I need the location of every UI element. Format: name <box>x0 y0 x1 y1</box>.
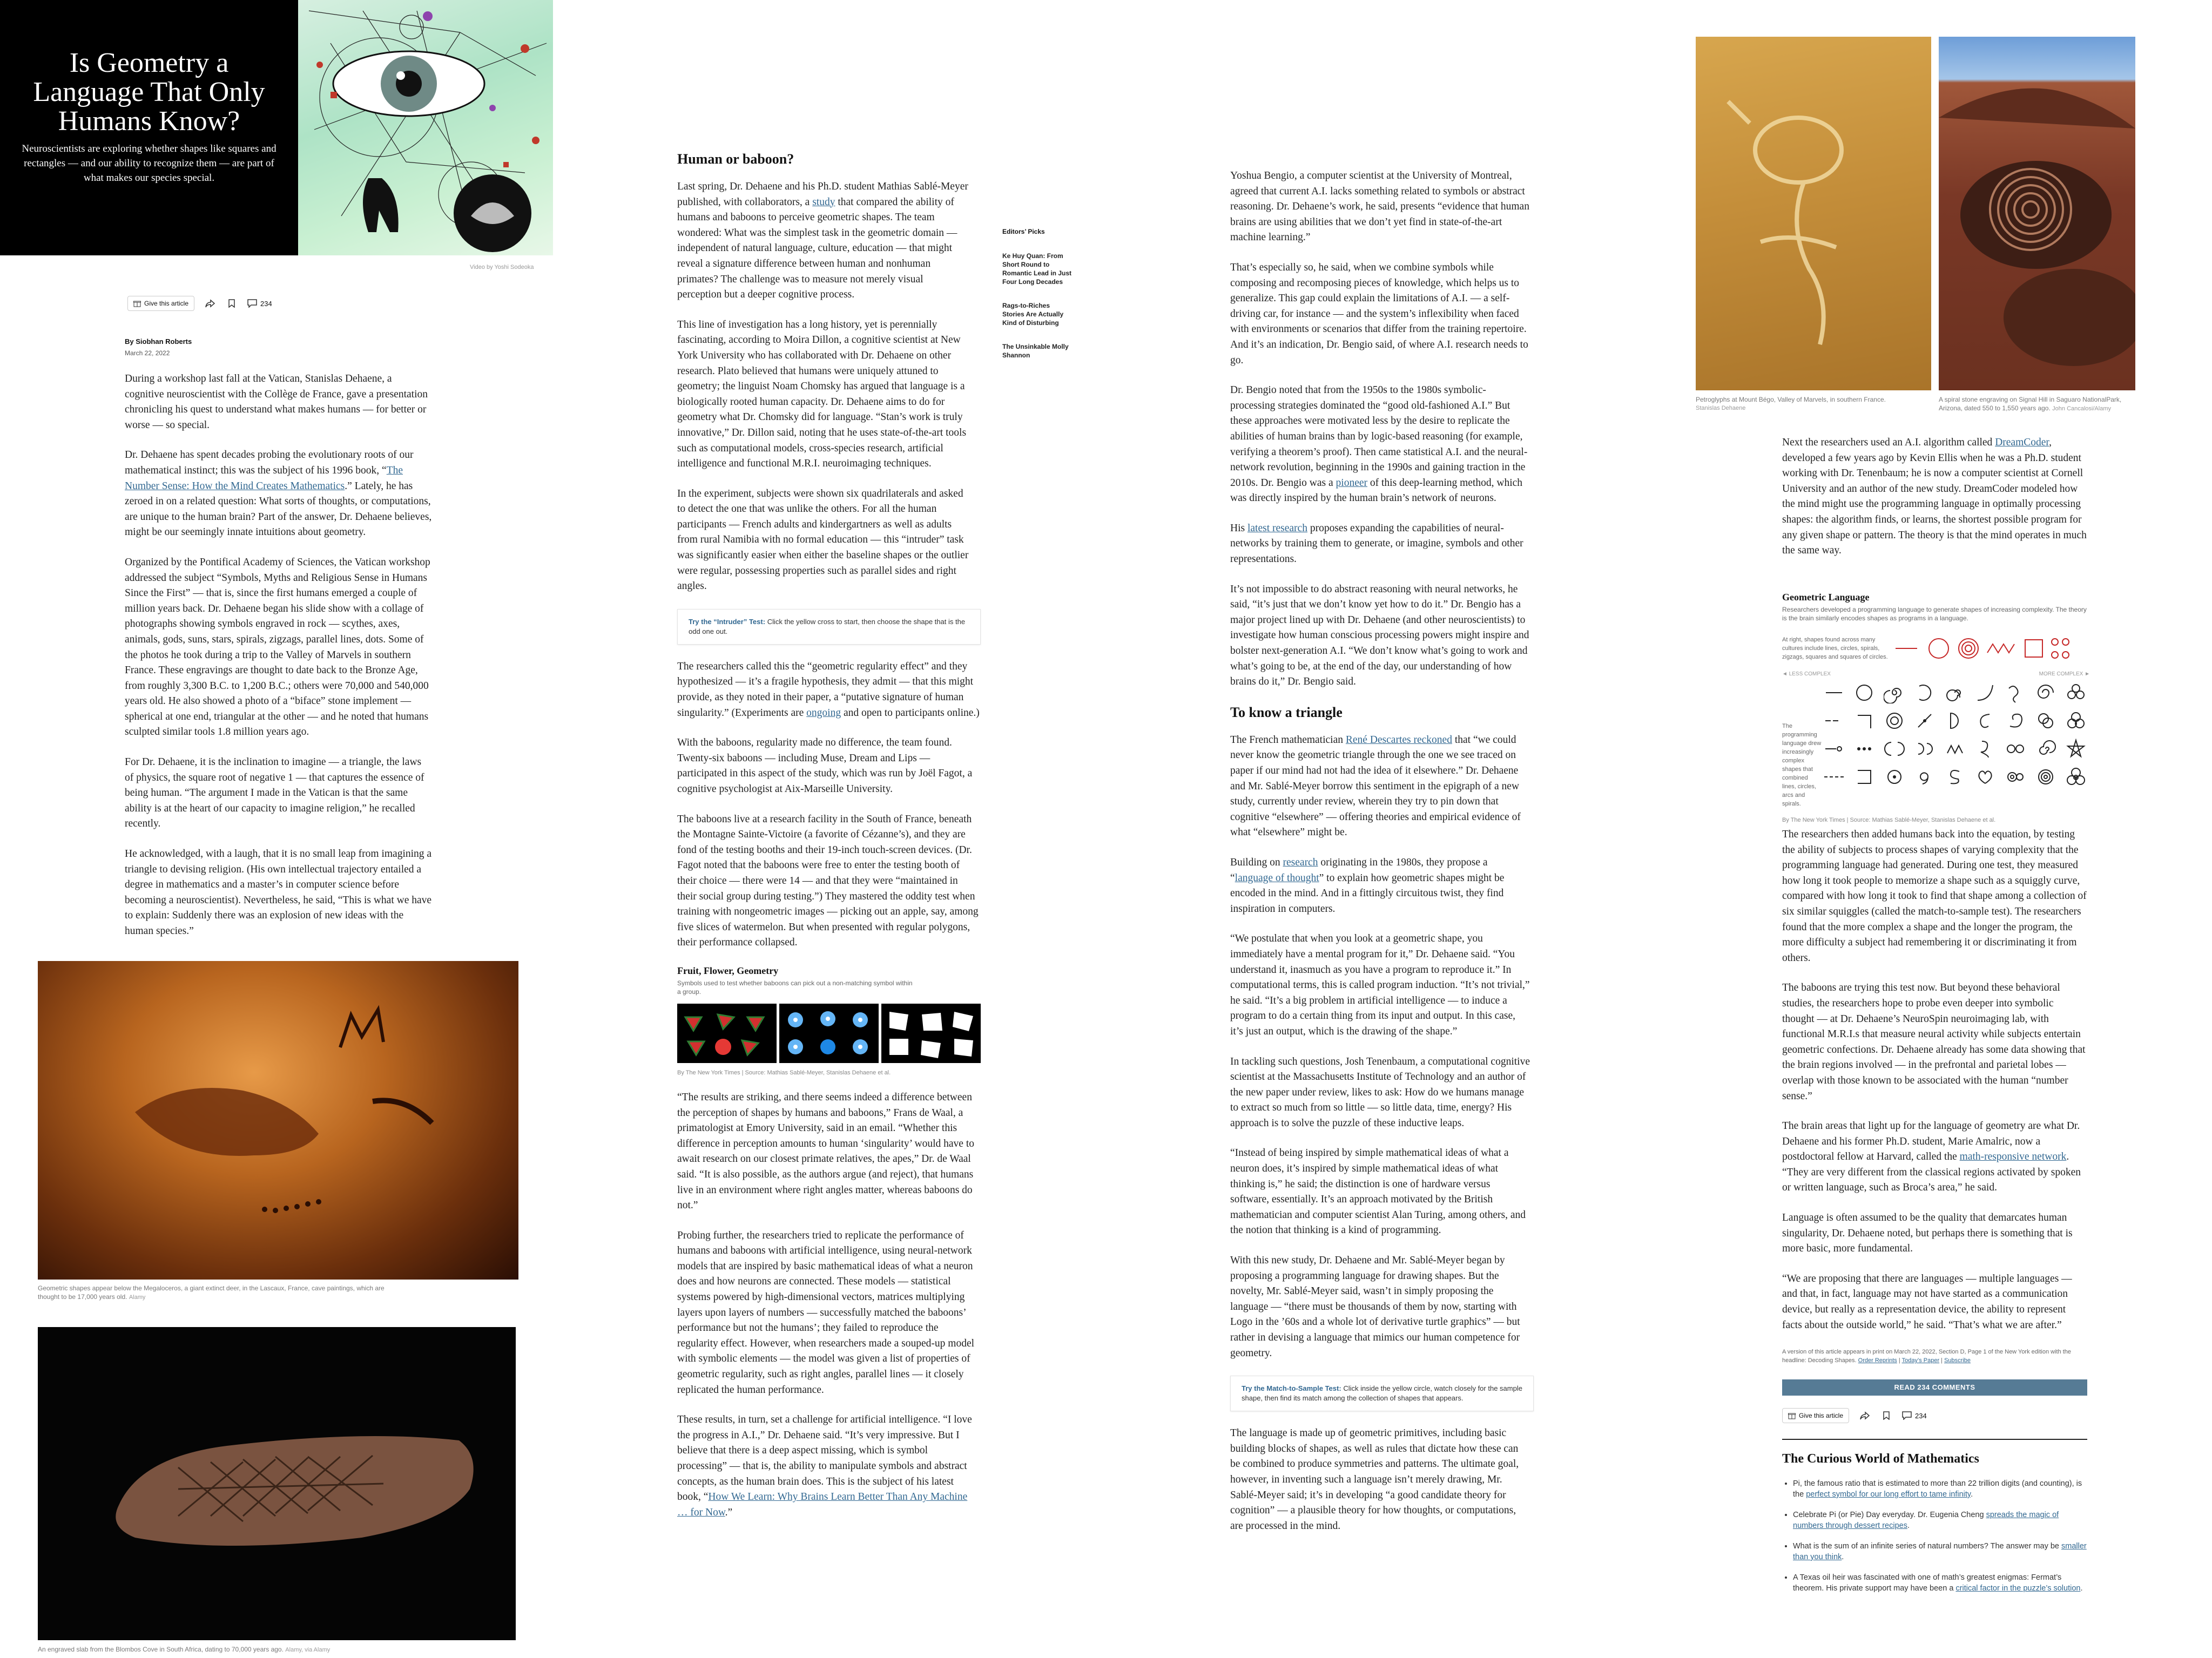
paragraph <box>1782 435 2087 559</box>
more-complex-label: MORE COMPLEX ► <box>2039 671 2090 677</box>
book-link[interactable]: How We Learn: Why Brains Learn Better Than Any Machine … for Now <box>677 1491 968 1518</box>
corner-shape <box>1853 710 1875 732</box>
text: .” Lately, he has zeroed in on a related question: What sorts of thoughts, or computations, are unique to the human brain? Part of the answer, Dr. Dehaene believes, might be our seemingly innate intuitions about geometry. <box>125 480 432 538</box>
quadrilateral-icon <box>881 1004 981 1063</box>
descartes-link[interactable]: René Descartes reckoned <box>1345 734 1452 746</box>
text: Dr. Bengio noted that from the 1950s to the 1980s symbolic-processing strategies dominated the “good old-fashioned A.I.” But these approaches were motivated less by the desire to replicate the abilities of human brains than by logic-based reasoning (for example, verifying a theorem’s proof). Then came statistical A.I. and the neural-network revolution, beginning in the 1990s and gaining traction in the 2010s. Dr. Bengio was a <box>1230 384 1528 489</box>
gift-icon <box>1788 1412 1796 1419</box>
flower-panel <box>779 1004 879 1063</box>
subscribe-link[interactable]: Subscribe <box>1944 1357 1971 1364</box>
todays-paper-link[interactable]: Today’s Paper <box>1901 1357 1940 1364</box>
gift-article-button[interactable] <box>127 296 194 311</box>
related-module <box>1782 1439 2087 1603</box>
spiral-stone-photo <box>1939 37 2135 390</box>
paragraph: It’s not impossible to do abstract reasoning with neural networks, he said, “it’s just that we don’t know yet how to do it.” Dr. Bengio has a major project lined up with Dr. Dehaene (and other neuroscientists) to investigate how human conscious processing powers might inspire and bolster next-generation A.I. “We don’t know what’s going to work and what’s going to be, at the end of the day, our understanding of how brains do it,” Dr. Bengio said. <box>1230 583 1529 688</box>
paragraph: “We are proposing that there are languages — multiple languages — and that, in fact, language may not have started as a communication device, but really as a representation device, the ability to represent facts about the outside world,” he said. “That’s what we are after.” <box>1782 1273 2072 1331</box>
shape-program-grid <box>1823 682 2090 808</box>
text: . <box>1907 1521 1910 1530</box>
list-item <box>1793 1510 2087 1531</box>
text: A Texas oil heir was fascinated with one of math’s greatest enigmas: Fermat’s theorem. His private support may have been a <box>1793 1573 2062 1593</box>
list-item <box>1793 1478 2087 1500</box>
graphic-title: Geometric Language <box>1782 592 1870 603</box>
share-icon <box>1860 1411 1870 1420</box>
language-of-thought-link[interactable]: language of thought <box>1235 872 1319 884</box>
share-button[interactable] <box>204 297 216 309</box>
trefoil-shape <box>2065 710 2087 732</box>
test-label: Try the Match-to-Sample Test: <box>1242 1384 1341 1393</box>
paragraph: Organized by the Pontifical Academy of Sciences, the Vatican workshop addressed the subject “Symbols, Myths and Religious Sense in Humans Since the First” — that is, since the first humans emerged a couple of million years back. Dr. Dehaene began his slide show with a collage of photographs showing symbols engraved in rock — scythes, axes, animals, gods, suns, stars, spirals, zigzags, parallel lines, dots. Some of the photos he took during a trip to the Valley of Marvels in southern France. These engravings are thought to date back to the Bronze Age, from roughly 3,300 B.C. to 1,200 B.C.; others were 70,000 and 540,000 years old. He also showed a photo of a “biface” stone implement — spherical at one end, triangular at the other — and he noted that humans sculpted similar tools 1.8 million years ago. <box>125 556 430 738</box>
paragraph <box>1230 521 1530 567</box>
s-shape <box>1944 766 1966 788</box>
petroglyph-photo <box>1696 37 1931 390</box>
text: .” <box>725 1506 733 1518</box>
text: proposes expanding the capabilities of neural-networks by training them to generate, or imagine, symbols and other representations. <box>1230 522 1523 565</box>
caption-text: A spiral stone engraving on Signal Hill in Saguaro NationalPark, Arizona, dated 550 to 1,550 years ago. <box>1939 396 2122 412</box>
share-button[interactable] <box>1859 1410 1871 1422</box>
text: ” to explain how geometric shapes might be encoded in the mind. And in a fittingly circuitous twist, they find inspiration in computers. <box>1230 872 1505 915</box>
text: A version of this article appears in print on March 22, 2022, Section D, Page 1 of the New York edition with the headline: Decoding Shapes. <box>1782 1349 2072 1364</box>
text: Next the researchers used an A.I. algorithm called <box>1782 437 1995 448</box>
text: His <box>1230 522 1247 534</box>
paragraph: “We postulate that when you look at a geometric shape, you immediately have a mental program for it,” Dr. Dehaene said. “You understand it, inasmuch as you have a program to reproduce it.” In computational terms, this is called program induction. “It’s not trivial,” he said. “It’s a big problem in artificial intelligence — to induce a program to do a certain thing from its input and output. In this case, it’s just an output, which is the drawing of the shape.” <box>1230 933 1530 1037</box>
graphic-credit: By The New York Times | Source: Mathias Sablé-Meyer, Stanislas Dehaene et al. <box>677 1069 891 1076</box>
nine-shape <box>1914 766 1936 788</box>
pioneer-link[interactable]: pioneer <box>1336 477 1368 489</box>
spiral-shape <box>1944 682 1966 703</box>
ongoing-link[interactable]: ongoing <box>806 707 841 719</box>
share-icon <box>205 299 215 308</box>
text: . <box>1971 1490 1973 1499</box>
line-shape <box>1823 682 1845 703</box>
section-heading: To know a triangle <box>1230 704 1343 720</box>
dashed-line-shape <box>1823 766 1845 788</box>
concentric-shape <box>1884 710 1905 732</box>
arcs-shape <box>1884 738 1905 760</box>
separator: | <box>1897 1357 1902 1364</box>
geometric-language-graphic <box>1782 592 2090 824</box>
gift-label: Give this article <box>1799 1412 1844 1419</box>
paragraph <box>677 1412 980 1520</box>
module-title: The Curious World of Mathematics <box>1782 1452 1979 1466</box>
dateline: March 22, 2022 <box>125 349 170 357</box>
hero-title-panel <box>0 0 298 255</box>
complexity-axis <box>1782 670 2090 679</box>
paragraph <box>1782 1119 2087 1196</box>
cave-painting-photo <box>38 961 518 1280</box>
dash-shape <box>1823 710 1845 732</box>
research-link[interactable]: research <box>1283 856 1318 868</box>
cultural-shapes <box>1890 632 2085 665</box>
spiral-shape <box>2035 738 2056 760</box>
share-toolbar <box>127 296 272 311</box>
paragraph: With this new study, Dr. Dehaene and Mr. Sablé-Meyer began by proposing a programming language for drawing shapes. But the novelty, Mr. Sablé-Meyer said, wasn’t in simply proposing the language — “there must be thousands of them by now, starting with Logo in the ’60s and a whole lot of derivative turtle graphics” — but rather in devising a language that mimics our human competence for geometry. <box>1230 1255 1520 1359</box>
graphic-subtitle: Symbols used to test whether baboons can pick out a non-matching symbol within a group. <box>677 979 913 996</box>
curl-shape <box>1974 738 1996 760</box>
test-label: Try the “Intruder” Test: <box>689 617 766 626</box>
related-link[interactable]: critical factor in the puzzle’s solution <box>1955 1584 2081 1593</box>
column-4 <box>1782 435 2087 573</box>
flower-shape <box>2065 682 2087 703</box>
text: originating in the 1980s, they propose a “ <box>1230 856 1488 884</box>
text: . <box>1842 1553 1844 1561</box>
paragraph: “Instead of being inspired by simple mathematical ideas of what a neuron does, it’s inspired by simple mathematical ideas of what thinking is,” he said; the distinction is one of hardware versus software, essentially. It’s an approach motivated by the British mathematician and computer scientist Alan Turing, among others, and the notion that thinking is a kind of programming. <box>1230 1147 1526 1236</box>
graphic-title: Fruit, Flower, Geometry <box>677 965 779 976</box>
save-button[interactable] <box>226 297 238 309</box>
bookmark-icon <box>1883 1411 1890 1420</box>
paragraph <box>125 448 433 540</box>
graphic-credit: By The New York Times | Source: Mathias Sablé-Meyer, Stanislas Dehaene et al. <box>1782 817 1996 823</box>
photo-credit: John Cancalosi/Alamy <box>2052 405 2111 412</box>
paragraph: The researchers then added humans back into the equation, by testing the ability of subjects to process shapes of varying complexity that the programming language had generated. During one test, they measured how long it took people to memorize a shape such as a squiggly curve, compared with how long it took to find that shape among a collection of six similar squiggles (called the match-to-sample test). The researchers found that the more complex a shape and the longer the program, the more difficulty a subject had remembering it or discriminating it from others. <box>1782 829 2087 964</box>
star-knot-shape <box>2065 738 2087 760</box>
separator: | <box>1939 1357 1945 1364</box>
text: that “we could never know the geometric triangle through the one we see traced on paper if our mind had not had the idea of it elsewhere.” Dr. Dehaene and Mr. Sablé-Meyer borrow this sentiment in the epigraph of a new study, currently under review, wherein they try to pin down that cognitive “elsewhere” — offering theories and empirical evidence of what “elsewhere” might be. <box>1230 734 1521 838</box>
save-button[interactable] <box>1880 1410 1892 1422</box>
eye-illustration <box>298 0 553 255</box>
paragraph: The baboons live at a research facility in the South of France, beneath the Montagne Sainte-Victoire (a favorite of Cézanne’s), and they are fond of the testing booths and their 19-inch touch-screen devices. (Dr. Fagot noted that the baboons were free to enter the testing booth of their choice — there were 14 — and that they were “maintained in their social group during testing.”) They mastered the oddity test when training with nongeometric images — picking out an apple, say, among five slices of watermelon. But when presented with regular polygons, their performance collapsed. <box>677 813 979 949</box>
slash-shape <box>1914 710 1936 732</box>
editors-picks <box>1002 228 1073 375</box>
text: Dr. Dehaene has spent decades probing the evolutionary roots of our mathematical instinct; this was the subject of his 1996 book, “ <box>125 449 414 476</box>
gift-label: Give this article <box>144 300 189 307</box>
editors-pick-item[interactable]: Ke Huy Quan: From Short Round to Romantic Lead in Just Four Long Decades <box>1002 252 1072 286</box>
related-list <box>1782 1478 2087 1594</box>
read-comments-button[interactable]: READ 234 COMMENTS <box>1782 1379 2087 1396</box>
hero <box>0 0 553 255</box>
column-2 <box>677 151 980 1535</box>
zigzag-shape <box>1944 738 1966 760</box>
text: . <box>2080 1584 2083 1593</box>
flower-icon <box>779 1004 879 1063</box>
related-link[interactable]: perfect symbol for our long effort to tame infinity <box>1806 1490 1971 1499</box>
editors-pick-item[interactable]: The Unsinkable Molly Shannon <box>1002 343 1069 359</box>
test-instructions: Click the yellow cross to start, then choose the shape that is the odd one out. <box>689 617 966 635</box>
photo-credit: Alamy <box>129 1294 146 1301</box>
paragraph: Yoshua Bengio, a computer scientist at the University of Montreal, agreed that current A.I. lacks something related to symbols or abstract reasoning. Dr. Dehaene’s work, he said, presents “evidence that human brains are using abilities that we don’t yet find in state-of-the-art machine learning.” <box>1230 170 1529 243</box>
column-3 <box>1230 168 1530 1548</box>
paragraph: In tackling such questions, Josh Tenenbaum, a computational cognitive scientist at the Massachusetts Institute of Technology and an author of the new paper under review, likes to ask: How do we humans manage to extract so much from so little — so little data, time, energy? His approach is to solve the puzzle of these inductive leaps. <box>1230 1055 1530 1129</box>
flower-knot-shape <box>2065 766 2087 788</box>
dreamcoder-link[interactable]: DreamCoder <box>1995 437 2049 448</box>
half-circle-shape <box>1944 710 1966 732</box>
summary: Neuroscientists are exploring whether shapes like squares and rectangles — and our ability to recognize them — are part of what makes our species special. <box>22 143 276 184</box>
comments-button[interactable] <box>247 299 272 308</box>
figure-caption <box>38 1284 394 1302</box>
text: of this deep-learning method, which was directly inspired by the human brain’s network of neurons. <box>1230 477 1523 504</box>
text: that compared the ability of humans and baboons to perceive geometric shapes. The team wondered: What was the simplest task in the geometric domain — independent of natural language, culture, education — that might reveal a signature difference between human and nonhuman primates? The challenge was to measure not merely visual perception but a deeper cognitive process. <box>677 196 957 301</box>
square-shape <box>1853 766 1875 788</box>
engraved-slab <box>38 1327 516 1640</box>
squiggle-shape <box>2005 682 2026 703</box>
paragraph: That’s especially so, he said, when we combine symbols while composing and recomposing pieces of knowledge, which helps us to generalize. This gap could explain the limitations of A.I. — a self-driving car, for instance — and the system’s inflexibility when faced with environments or scenarios that differ from the training repertoire. And it’s an indication, Dr. Bengio said, of where A.I. research needs to go. <box>1230 261 1528 366</box>
photo-caption <box>1696 395 1933 412</box>
watermelon-icon <box>677 1004 777 1063</box>
paragraph: During a workshop last fall at the Vatican, Stanislas Dehaene, a cognitive neuroscientist with the Collège de France, gave a presentation chronicling his quest to understand what makes humans — for better or worse — so special. <box>125 373 428 431</box>
list-item <box>1793 1572 2087 1594</box>
dot-line-shape <box>1823 738 1845 760</box>
watermelon-panel <box>677 1004 777 1063</box>
comment-icon <box>247 299 257 308</box>
paragraph <box>677 659 980 721</box>
circle-shape <box>1853 682 1875 703</box>
hook-shape <box>1974 710 1996 732</box>
text: . “They are very different from the classical regions activated by spoken or written language, such as Broca’s area,” he said. <box>1782 1151 2081 1194</box>
symbol-panels <box>677 1004 981 1063</box>
paragraph: The language is made up of geometric primitives, including basic building blocks of shapes, as well as rules that dictate how these can be combined to produce symmetries and patterns. The ultimate goal, however, in inventing such a language isn’t merely drawing, Mr. Sablé-Meyer said; it’s in developing “a good candidate theory for cognition” — a plausible theory for how thoughts, or computations, are processed in the mind. <box>1230 1427 1519 1532</box>
byline: By Siobhan Roberts <box>125 337 192 346</box>
comment-icon <box>1902 1411 1912 1420</box>
paragraph <box>677 179 969 303</box>
test-instructions: Click inside the yellow circle, watch closely for the sample shape, then find its match among the collection of shapes that appears. <box>1242 1384 1522 1403</box>
paragraph <box>1230 383 1530 506</box>
knot-shape <box>2035 710 2056 732</box>
photo-caption <box>1939 395 2139 413</box>
column-4-continued <box>1782 827 2087 1348</box>
text: Last spring, Dr. Dehaene and his Ph.D. student Mathias Sablé-Meyer published, with collaborators, a <box>677 181 968 208</box>
gift-icon <box>133 300 141 307</box>
caption-text: Petroglyphs at Mount Bégo, Valley of Marvels, in southern France. <box>1696 396 1886 403</box>
list-item <box>1793 1541 2087 1562</box>
text: Building on <box>1230 856 1283 868</box>
less-complex-label: ◄ LESS COMPLEX <box>1782 671 1831 677</box>
text: Celebrate Pi (or Pie) Day everyday. Dr. Eugenia Cheng <box>1793 1511 1986 1519</box>
paragraph: For Dr. Dehaene, it is the inclination to imagine — a triangle, the laws of physics, the square root of negative 1 — that captures the essence of being human. “The argument I made in the Vatican is that the same ability is at the heart of our capacity to imagine religion,” he recalled recently. <box>125 756 424 830</box>
graphic-note: The programming language drew increasingly complex shapes that combined lines, circles, arcs and spirals. <box>1782 723 1822 807</box>
related-link[interactable]: spreads the magic of numbers through dessert recipes <box>1793 1511 2059 1530</box>
graphic-subtitle: Researchers developed a programming language to generate shapes of increasing complexity. The theory is the brain similarly encodes shapes as programs in a language. <box>1782 606 2087 622</box>
double-arc-shape <box>1914 738 1936 760</box>
spiral-engraving <box>1939 37 2135 390</box>
hero-video[interactable] <box>298 0 553 255</box>
text: and open to participants online.) <box>841 707 980 719</box>
bookmark-icon <box>228 299 235 308</box>
comments-button[interactable] <box>1902 1411 1927 1420</box>
headline: Is Geometry a Language That Only Humans Know? <box>33 48 265 137</box>
double-spiral-shape <box>2005 766 2026 788</box>
fruit-flower-graphic <box>677 965 980 1077</box>
text: The brain areas that light up for the language of geometry are what Dr. Dehaene and his former Ph.D. student, Marie Amalric, now a postdoctoral fellow at Harvard, called the <box>1782 1120 2080 1163</box>
editors-picks-title: Editors’ Picks <box>1002 228 1045 235</box>
curve-shape <box>1974 682 1996 703</box>
study-link[interactable]: study <box>812 196 835 208</box>
reprints-link[interactable]: Order Reprints <box>1858 1357 1897 1364</box>
match-to-sample-interactive[interactable] <box>1230 1376 1534 1411</box>
intruder-test-interactive[interactable] <box>677 609 981 645</box>
text: The French mathematician <box>1230 734 1346 746</box>
figure-caption <box>38 1645 524 1654</box>
spiral-shape <box>1884 682 1905 703</box>
gift-article-button[interactable] <box>1782 1408 1849 1423</box>
circle-dot-shape <box>1884 766 1905 788</box>
math-network-link[interactable]: math-responsive network <box>1959 1151 2067 1163</box>
hero-credit: Video by Yoshi Sodeoka <box>470 264 534 270</box>
spiral-shape <box>2035 682 2056 703</box>
caption-text: An engraved slab from the Blombos Cove in South Africa, dating to 70,000 years ago. <box>38 1646 284 1653</box>
paragraph: In the experiment, subjects were shown six quadrilaterals and asked to detect the one that was unlike the others. For all the human participants — French adults and kindergartners as well as adults from rural Namibia with no formal education — this “intruder” task was significantly easier when either the baseline shapes or the outlier were regular, possessing properties such as parallel sides and right angles. <box>677 488 969 592</box>
arc-shape <box>1914 682 1936 703</box>
petroglyph <box>1696 37 1931 390</box>
cave-painting <box>38 961 518 1280</box>
photo-credit: Alamy, via Alamy <box>285 1647 331 1653</box>
graphic-note: At right, shapes found across many cultures include lines, circles, spirals, zigzags, squares and squares of circles. <box>1782 637 1888 660</box>
quadrilateral-panel <box>881 1004 981 1063</box>
column-1 <box>125 371 433 954</box>
comment-count: 234 <box>1915 1411 1927 1420</box>
print-edition-note <box>1782 1348 2090 1365</box>
share-toolbar-bottom <box>1782 1408 1927 1423</box>
text: What is the sum of an infinite series of natural numbers? The answer may be <box>1793 1542 2062 1551</box>
paragraph: He acknowledged, with a laugh, that it is no small leap from imagining a triangle to devising religion. (His own intellectual trajectory entailed a degree in mathematics and a master’s in computer science before becoming a neuroscientist). Nevertheless, he said, “This is what we have to explain: Suddenly there was an explosion of new ideas with the human species.” <box>125 848 432 937</box>
paragraph <box>1230 855 1530 917</box>
dots-shape <box>1853 738 1875 760</box>
paragraph: The baboons are trying this test now. But beyond these behavioral studies, the researchers hope to probe even deeper into symbolic thought — at Dr. Dehaene’s NeuroSpin neuroimaging lab, with functional M.R.I.s that measure neural activity while subjects entertain geometric confections. Dr. Dehaene already has some data showing that the brain regions involved — in the prefrontal and parietal lobes — overlap with those known to be associated with the human “number sense.” <box>1782 982 2086 1102</box>
rosette-shape <box>2035 766 2056 788</box>
caption-text: Geometric shapes appear below the Megaloceros, a giant extinct deer, in the Lascaux, France, cave paintings, which are thought to be 17,000 years old. <box>38 1284 385 1301</box>
section-heading: Human or baboon? <box>677 151 794 167</box>
text: These results, in turn, set a challenge for artificial intelligence. “I love the progress in A.I.,” Dr. Dehaene said. “It’s very impressive. But I believe that there is a deep aspect missing, which is symbol processing” — that is, the ability to manipulate symbols and abstract concepts, as the human brain does. This is the subject of his latest book, “ <box>677 1414 972 1503</box>
engraved-slab-photo <box>38 1327 516 1640</box>
paragraph: “The results are striking, and there seems indeed a difference between the perception of shapes by humans and baboons,” Frans de Waal, a primatologist at Emory University, said in an email. “Whether this difference in perception amounts to human ‘singularity’ would have to await research on our closest primate relatives, the apes,” Dr. de Waal said. “It is also possible, as the authors argue (and reject), that humans live in an environment where right angles matter, whereas baboons do not.” <box>677 1091 974 1212</box>
loops-shape <box>2005 738 2026 760</box>
heart-shape <box>1974 766 1996 788</box>
paragraph <box>1230 733 1530 841</box>
research-link[interactable]: latest research <box>1247 522 1307 534</box>
paragraph: This line of investigation has a long history, yet is perennially fascinating, according to Moira Dillon, a cognitive scientist at New York University who has collaborated with Dr. Dehaene on other research. Plato believed that humans were uniquely attuned to geometry; the linguist Noam Chomsky has argued that language is a biologically rooted human capacity. Dr. Dehaene aims to do for geometry what Dr. Chomsky did for language. “Stan’s work is truly innovative,” Dr. Dillon said, noting that he uses state-of-the-art tools such as computational models, cross-species research, artificial intelligence and functional M.R.I. neuroimaging techniques. <box>677 319 967 470</box>
paragraph: With the baboons, regularity made no difference, the team found. Twenty-six baboons — including Muse, Dream and Lips — participated in this aspect of the study, which was run by Joël Fagot, a cognitive psychologist at Aix-Marseille University. <box>677 737 973 795</box>
photo-credit: Stanislas Dehaene <box>1696 405 1746 411</box>
paragraph: Language is often assumed to be the quality that demarcates human singularity, Dr. Dehaene noted, but perhaps there is something that is more basic, more fundamental. <box>1782 1212 2073 1255</box>
comment-count: 234 <box>260 299 272 308</box>
text: , developed a few years ago by Kevin Ellis when he was a Ph.D. student working with Dr. Tenenbaum; he is now a computer scientist at Cornell University and an author of the new study. DreamCoder modeled how the mind might use the programming language in optimally processing shapes: the algorithm finds, or learns, the shortest possible program for any given shape or pattern. The theory is that the mind operates in much the same way. <box>1782 437 2087 557</box>
paragraph: Probing further, the researchers tried to replicate the performance of humans and baboons with artificial intelligence, using neural-network models that are inspired by basic mathematical ideas of what a neuron does and how neurons are connected. These models — statistical systems powered by high-dimensional vectors, matrices multiplying layers upon layers of numbers — successfully matched the baboons’ performance but not the humans’; they failed to reproduce the regularity effect. However, when researchers made a souped-up model with symbolic elements — the model was given a list of properties of geometric regularity, such as right angles, parallel lines — it closely replicated the human performance. <box>677 1229 975 1396</box>
text: Pi, the famous ratio that is estimated to more than 22 trillion digits (and counting), is the <box>1793 1479 2082 1499</box>
text: The researchers called this the “geometric regularity effect” and they hypothesized — it’s a fragile hypothesis, they admit — that this might provide, as they noted in their paper, a “putative signature of human singularity.” (Experiments are <box>677 660 974 719</box>
swirl-shape <box>2005 710 2026 732</box>
related-link[interactable]: smaller than you think <box>1793 1542 2087 1561</box>
book-link[interactable]: The Number Sense: How the Mind Creates Mathematics <box>125 464 403 492</box>
editors-pick-item[interactable]: Rags-to-Riches Stories Are Actually Kind of Disturbing <box>1002 302 1064 327</box>
